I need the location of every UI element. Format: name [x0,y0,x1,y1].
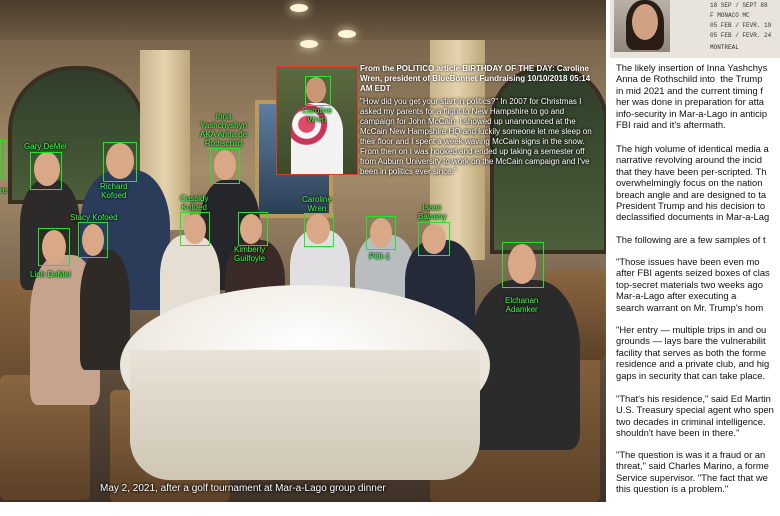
face-label-caroline-wren-inset: Caroline Wren [302,106,332,124]
face-box [103,142,137,182]
face-box [418,222,450,256]
article-quote: "The question is was it a fraud or an threat," said Charles Marino, a forme Service supervisor. "The fact that we this question is a problem." [616,449,769,495]
face-box [30,152,62,190]
face [632,4,658,40]
ceiling-light [290,4,308,12]
passport-line: 05 FEB / FEVR. 24 [710,32,772,39]
article-column [610,0,780,516]
face-box [0,140,6,180]
face-label-caroline-wren: Caroline Wren [302,195,332,213]
face-label-stacy-kofoed: Stacy Kofoed [70,213,118,222]
face-label-edge: re [0,186,8,195]
ceiling-light [300,40,318,48]
face-label-linh-demel: Linh DeMel [30,270,71,279]
passport-line: MONTREAL [710,44,739,51]
article-quote: "Her entry — multiple trips in and ou grounds — lays bare the vulnerabilit facility that serves as both the forme residence and a private club, and hig gaps in security that can take place. [616,324,770,381]
article-quote: "That's his residence," said Ed Martin U.S. Treasury special agent who spen two decades in criminal intelligence. shouldn't have been in there." [616,393,774,439]
passport-line: F MONACO MC [710,12,750,19]
face-label-isaac-bawany: Isaac Bawany [418,203,447,221]
face-box [366,216,396,250]
article-quote: "Those issues have been even mo after FBI agents seized boxes of clas top-secret materials two weeks ago Mar-a-Lago after executing a search warrant on Mr. Trump's hom [616,256,770,313]
article-paragraph: The likely insertion of Inna Yashchys Anna de Rothschild into the Trump in mid 2021 and the current timing f her was done in preparation for atta info-security in Mar-a-Lago in anticip FBI raid and it's aftermath. [616,62,768,131]
passport-photo [614,0,670,52]
face-box [305,76,331,106]
passport-line: 18 SEP / SEPT 88 [710,2,768,9]
face-box [238,212,268,246]
ceiling-light [338,30,356,38]
face-label-richard-kofoed: Richard Kofoed [100,182,128,200]
face-label-elchanan-adamker: Elchanan Adamker [505,296,539,314]
face-label-gary-demel: Gary DeMel [24,142,67,151]
passport-line: 05 FEB / FEVR. 19 [710,22,772,29]
face-box [38,228,70,266]
article-paragraph: The following are a few samples of t [616,234,766,245]
face-box [210,148,240,184]
face-box [180,212,210,246]
face-box [502,242,544,288]
photo-caption: May 2, 2021, after a golf tournament at Mar-a-Lago group dinner [100,483,386,494]
quote-source-title: From the POLITICO article BIRTHDAY OF THE DAY: Caroline Wren, president of BlueBonnet Fundraising 10/10/2018 05:14 AM EDT [360,64,591,93]
face-box [78,222,108,258]
face-box [304,213,334,247]
face-label-inna-yashchyshyn: Inna Yashchyshyn AKA Anna de Rothschild [200,112,248,148]
face-label-cassidy-kofoed: Cassidy Kofoed [180,194,209,212]
article-paragraph: The high volume of identical media a narrative revolving around the incid that they have been per-scripted. Th overwhelmingly focus on the nation breach angle and are designed to ta President Trump and his decision to declassified documents in Mar-a-Lag [616,143,770,223]
quote-text: "How did you get your start in politics?" In 2007 for Christmas I asked my parents for a flight to New Hampshire to go and campaign for John McCain. I showed up unannounced at the McCain New Hampshire HQ and luckily someone let me sleep on their floor and I spent a week waving McCain signs in the snow. From then on I was hooked and ended up taking a semester off from Auburn University to work on the McCain campaign and I've been in politics ever since." [360,97,592,176]
face-label-kimberly-guilfoyle: Kimberly Guilfoyle [234,245,266,263]
face-label-poi-1: POI-1 [369,252,390,261]
passport-scan [610,0,780,58]
tablecloth [130,350,480,480]
